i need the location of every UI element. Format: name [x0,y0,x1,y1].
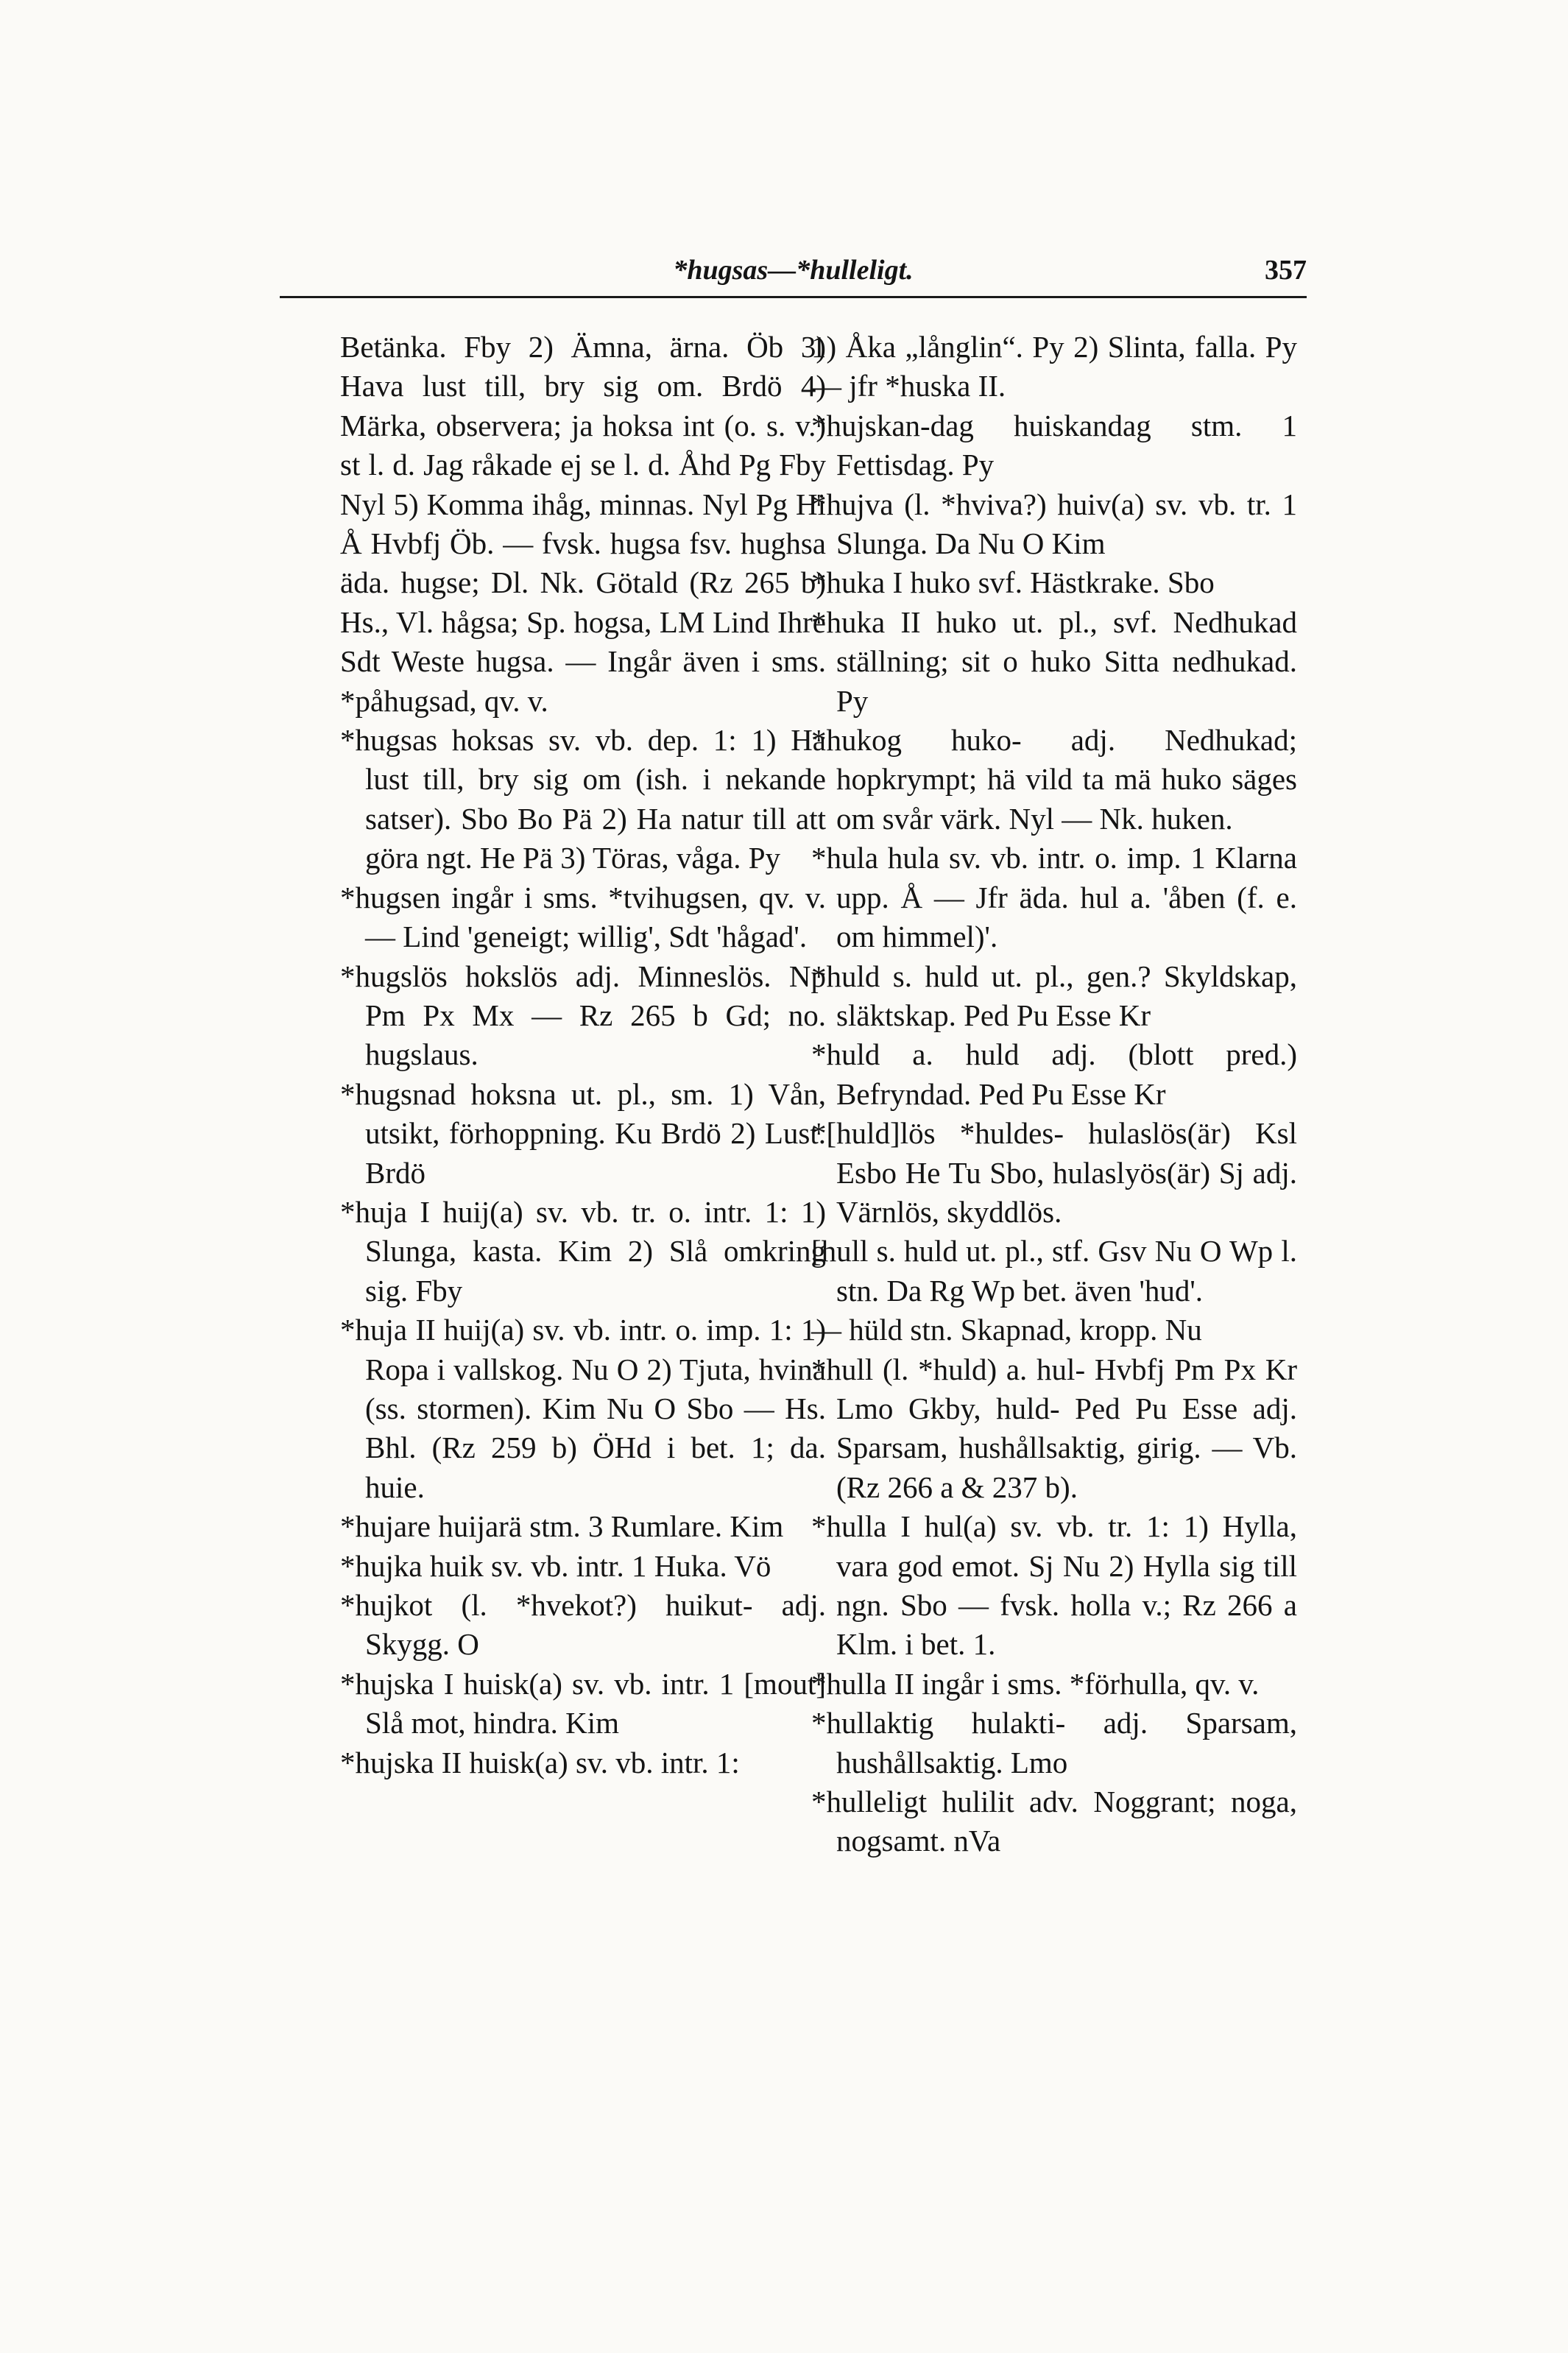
entry-hujska-2: *hujska II huisk(a) sv. vb. intr. 1: [340,1745,740,1779]
entry-hujva: *hujva (l. *hviva?) huiv(a) sv. vb. tr. 1 Slunga. Da Nu O Kim [811,487,1297,561]
entry-hugsen: *hugsen ingår i sms. *tvihugsen, qv. v. — Lind 'geneigt; willig', Sdt 'hågad'. [340,880,826,954]
right-column [811,328,1297,1861]
entry-hujka: *hujka huik sv. vb. intr. 1 Huka. Vö [340,1548,771,1583]
header-rule [280,296,1307,298]
entry-hula: *hula hula sv. vb. intr. o. imp. 1 Klarna upp. Å — Jfr äda. hul a. 'åben (f. e. om himmel)'. [811,841,1297,954]
entry-hull-a: *hull (l. *huld) a. hul- Hvbfj Pm Px Kr Lmo Gkby, huld- Ped Pu Esse adj. Sparsam, hushållsaktig, girig. — Vb. (Rz 266 a & 237 b). [811,1352,1297,1504]
entry-hulla-2: *hulla II ingår i sms. *förhulla, qv. v. [811,1666,1260,1701]
entry-hull-s: [hull s. huld ut. pl., stf. Gsv Nu O Wp l. stn. Da Rg Wp bet. även 'hud'. [811,1234,1297,1308]
entry-huldlos: *[huld]lös *huldes- hulaslös(är) Ksl Esbo He Tu Sbo, hulaslyös(är) Sj adj. Värnlös, skyddlös. [811,1116,1297,1229]
entry-huka-2: *huka II huko ut. pl., svf. Nedhukad ställning; sit o huko Sitta nedhukad. Py [811,604,1297,718]
entry-huja-2: *huja II huij(a) sv. vb. intr. o. imp. 1: 1) Ropa i vallskog. Nu O 2) Tjuta, hvina (ss. stormen). Kim Nu O Sbo — Hs. Bhl. (Rz 259 b) ÖHd i bet. 1; da. huie. [340,1313,826,1504]
entry-hugsnad: *hugsnad hoksna ut. pl., sm. 1) Vån, utsikt, förhoppning. Ku Brdö 2) Lust. Brdö [340,1076,826,1190]
entry-hulleligt: *hulleligt hulilit adv. Noggrant; noga, nogsamt. nVa [811,1785,1297,1858]
entry-hullaktig: *hullaktig hulakti- adj. Sparsam, hushållsaktig. Lmo [811,1706,1297,1779]
entry-hujkot: *hujkot (l. *hvekot?) huikut- adj. Skygg. O [340,1588,826,1662]
running-title: *hugsas—*hulleligt. [673,255,914,286]
entry-hulla-1: *hulla I hul(a) sv. vb. tr. 1: 1) Hylla, vara god emot. Sj Nu 2) Hylla sig till ngn. Sbo — fvsk. holla v.; Rz 266 a Klm. i bet. 1. [811,1509,1297,1662]
entry-huld-a: *huld a. huld adj. (blott pred.) Befryndad. Ped Pu Esse Kr [811,1037,1297,1111]
entry-continuation: 1) Åka „långlin“. Py 2) Slinta, falla. Py — jfr *huska II. [811,330,1297,403]
entry-continuation: Betänka. Fby 2) Ämna, ärna. Öb 3) Hava lust till, bry sig om. Brdö 4) Märka, observera; ja hoksa int (o. s. v.) st l. d. Jag råkade ej se l. d. Åhd Pg Fby Nyl 5) Komma ihåg, minnas. Nyl Pg Hi Å Hvbfj Öb. — fvsk. hugsa fsv. hughsa äda. hugse; Dl. Nk. Götald (Rz 265 b) Hs., Vl. hågsa; Sp. hogsa, LM Lind Ihre Sdt Weste hugsa. — Ingår även i sms. *påhugsad, qv. v. [340,330,826,718]
left-column [340,328,826,1782]
entry-huld-s: *huld s. huld ut. pl., gen.? Skyldskap, släktskap. Ped Pu Esse Kr [811,959,1297,1032]
entry-hugsas: *hugsas hoksas sv. vb. dep. 1: 1) Ha lust till, bry sig om (ish. i nekande satser). Sbo Bo Pä 2) Ha natur till att göra ngt. He Pä 3) Töras, våga. Py [340,723,826,875]
entry-hujskan-dag: *hujskan-dag huiskandag stm. 1 Fettisdag. Py [811,408,1297,482]
entry-hukog: *hukog huko- adj. Nedhukad; hopkrympt; hä vild ta mä huko säges om svår värk. Nyl — Nk. huken. [811,723,1297,836]
entry-hugslos: *hugslös hokslös adj. Minneslös. Np Pm Px Mx — Rz 265 b Gd; no. hugslaus. [340,959,826,1072]
entry-huja-1: *huja I huij(a) sv. vb. tr. o. intr. 1: 1) Slunga, kasta. Kim 2) Slå omkring sig. Fby [340,1194,826,1308]
entry-hujska-1: *hujska I huisk(a) sv. vb. intr. 1 [mout] Slå mot, hindra. Kim [340,1666,826,1740]
entry-hull-subentry: — hüld stn. Skapnad, kropp. Nu [811,1313,1202,1347]
page-number: 357 [1265,255,1307,286]
entry-huka-1: *huka I huko svf. Hästkrake. Sbo [811,565,1215,600]
entry-hujare: *hujare huijarä stm. 3 Rumlare. Kim [340,1509,784,1544]
running-head [280,254,1307,298]
